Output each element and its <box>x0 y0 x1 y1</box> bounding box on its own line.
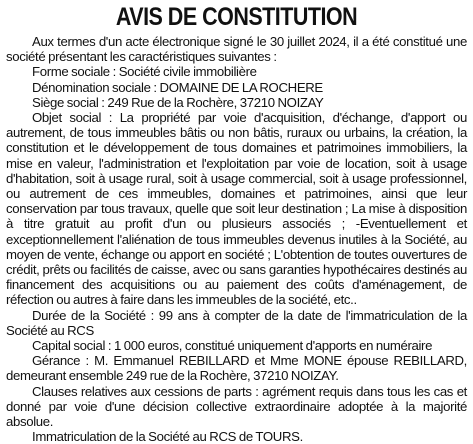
registration-paragraph: Immatriculation de la Société au RCS de TOURS. <box>32 429 303 444</box>
notice-title: AVIS DE CONSTITUTION <box>115 3 358 31</box>
duration-paragraph: Durée de la Société : 99 ans à compter de la date de l'immatriculation de la Société au RCS <box>6 307 467 338</box>
notice-intro-paragraph: Aux termes d'un acte électronique signé le 30 juillet 2024, il a été constitué une société présentant les caractéristiques suivantes : <box>6 34 467 65</box>
management-paragraph: Gérance : M. Emmanuel REBILLARD et Mme MONE épouse REBILLARD, demeurant ensemble 249 rue de la Rochère, 37210 NOIZAY. <box>6 353 467 384</box>
share-capital-paragraph: Capital social : 1 000 euros, constitué uniquement d'apports en numéraire <box>32 338 433 354</box>
registered-office-paragraph: Siège social : 249 Rue de la Rochère, 37210 NOIZAY <box>32 94 324 110</box>
legal-form-paragraph: Forme sociale : Société civile immobilière <box>32 64 257 80</box>
company-name-paragraph: Dénomination sociale : DOMAINE DE LA ROCHERE <box>32 79 323 95</box>
share-transfer-clauses-paragraph: Clauses relatives aux cessions de parts : agrément requis dans tous les cas et donné par voie d'une décision collective extraordinaire adoptée à la majorité absolue. <box>6 383 467 430</box>
notice-body <box>6 34 467 444</box>
corporate-purpose-paragraph: Objet social : La propriété par voie d'acquisition, d'échange, d'apport ou autrement, de tous immeubles bâtis ou non bâtis, ruraux ou urbains, la création, la constitution et le développement de tous domaines et patrimoines immobiliers, la mise en valeur, l'administration et l'exploitation par voie de location, soit à usage d'habitation, soit à usage rural, soit à usage commercial, soit à usage professionnel, ou autrement de ces immeubles, domaines et patrimoines, ainsi que leur conservation par tous travaux, quelle que soit leur destination ; La mise à disposition à titre gratuit au profit d'un ou plusieurs associés ; -Eventuellement et exceptionnellement l'aliénation de tous immeubles devenus inutiles à la Société, au moyen de vente, échange ou apport en société ; L'obtention de toutes ouvertures de crédit, prêts ou facilités de caisse, avec ou sans garanties hypothécaires destinés au financement des acquisitions ou au paiement des coûts d'aménagement, de réfection ou autres à faire dans les immeubles de la société, etc.. <box>6 110 467 308</box>
